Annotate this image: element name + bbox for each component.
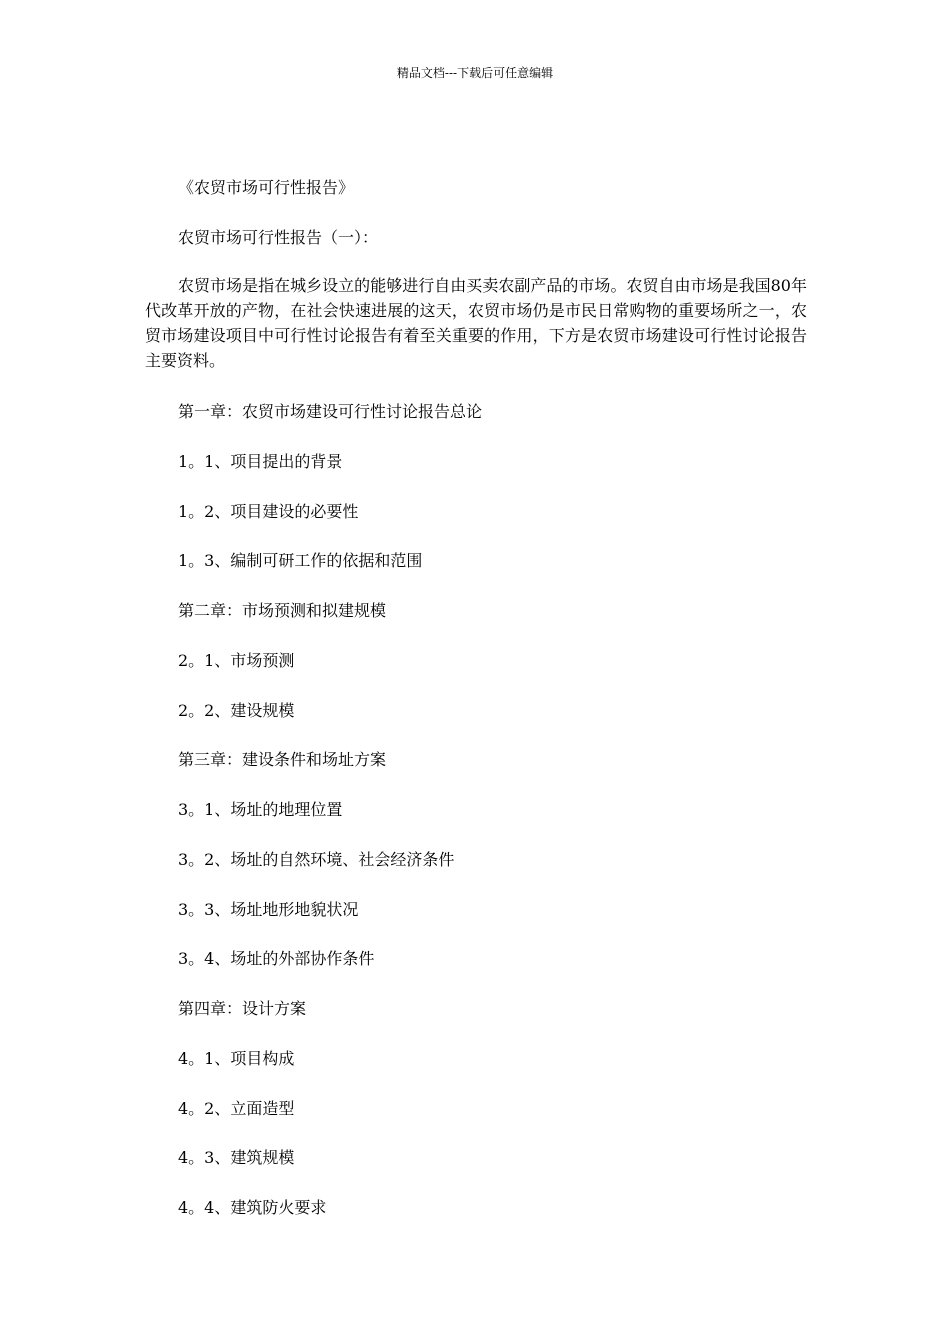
outline-item-3-4: 3。4、场址的外部协作条件 [178,949,375,968]
outline-item-3-3: 3。3、场址地形地貌状况 [178,900,359,919]
outline-item-4-1: 4。1、项目构成 [178,1049,295,1068]
outline-item-2-1: 2。1、市场预测 [178,651,295,670]
outline-item-1-2: 1。2、项目建设的必要性 [178,502,359,521]
outline-item-2-2: 2。2、建设规模 [178,701,295,720]
outline-item-3-2: 3。2、场址的自然环境、社会经济条件 [178,850,455,869]
outline-item-1-3: 1。3、编制可研工作的依据和范围 [178,551,423,570]
intro-paragraph: 农贸市场是指在城乡设立的能够进行自由买卖农副产品的市场。农贸自由市场是我国80年代改革开放的产物，在社会快速进展的这天，农贸市场仍是市民日常购物的重要场所之一，农贸市场建设项目中可行性讨论报告有着至关重要的作用，下方是农贸市场建设可行性讨论报告主要资料。 [145,276,807,370]
outline-item-3-1: 3。1、场址的地理位置 [178,800,343,819]
outline-item-4-3: 4。3、建筑规模 [178,1148,295,1167]
outline-item-chapter-1: 第一章：农贸市场建设可行性讨论报告总论 [178,402,483,421]
document-subtitle: 农贸市场可行性报告（一）： [178,228,379,247]
page-header: 精品文档---下载后可任意编辑 [396,66,554,80]
document-title: 《农贸市场可行性报告》 [178,178,355,197]
outline-item-chapter-3: 第三章：建设条件和场址方案 [178,750,387,769]
outline-item-1-1: 1。1、项目提出的背景 [178,452,343,471]
outline-item-chapter-4: 第四章：设计方案 [178,999,307,1018]
outline-item-chapter-2: 第二章：市场预测和拟建规模 [178,601,387,620]
outline-item-4-2: 4。2、立面造型 [178,1099,295,1118]
outline-item-4-4: 4。4、建筑防火要求 [178,1198,327,1217]
